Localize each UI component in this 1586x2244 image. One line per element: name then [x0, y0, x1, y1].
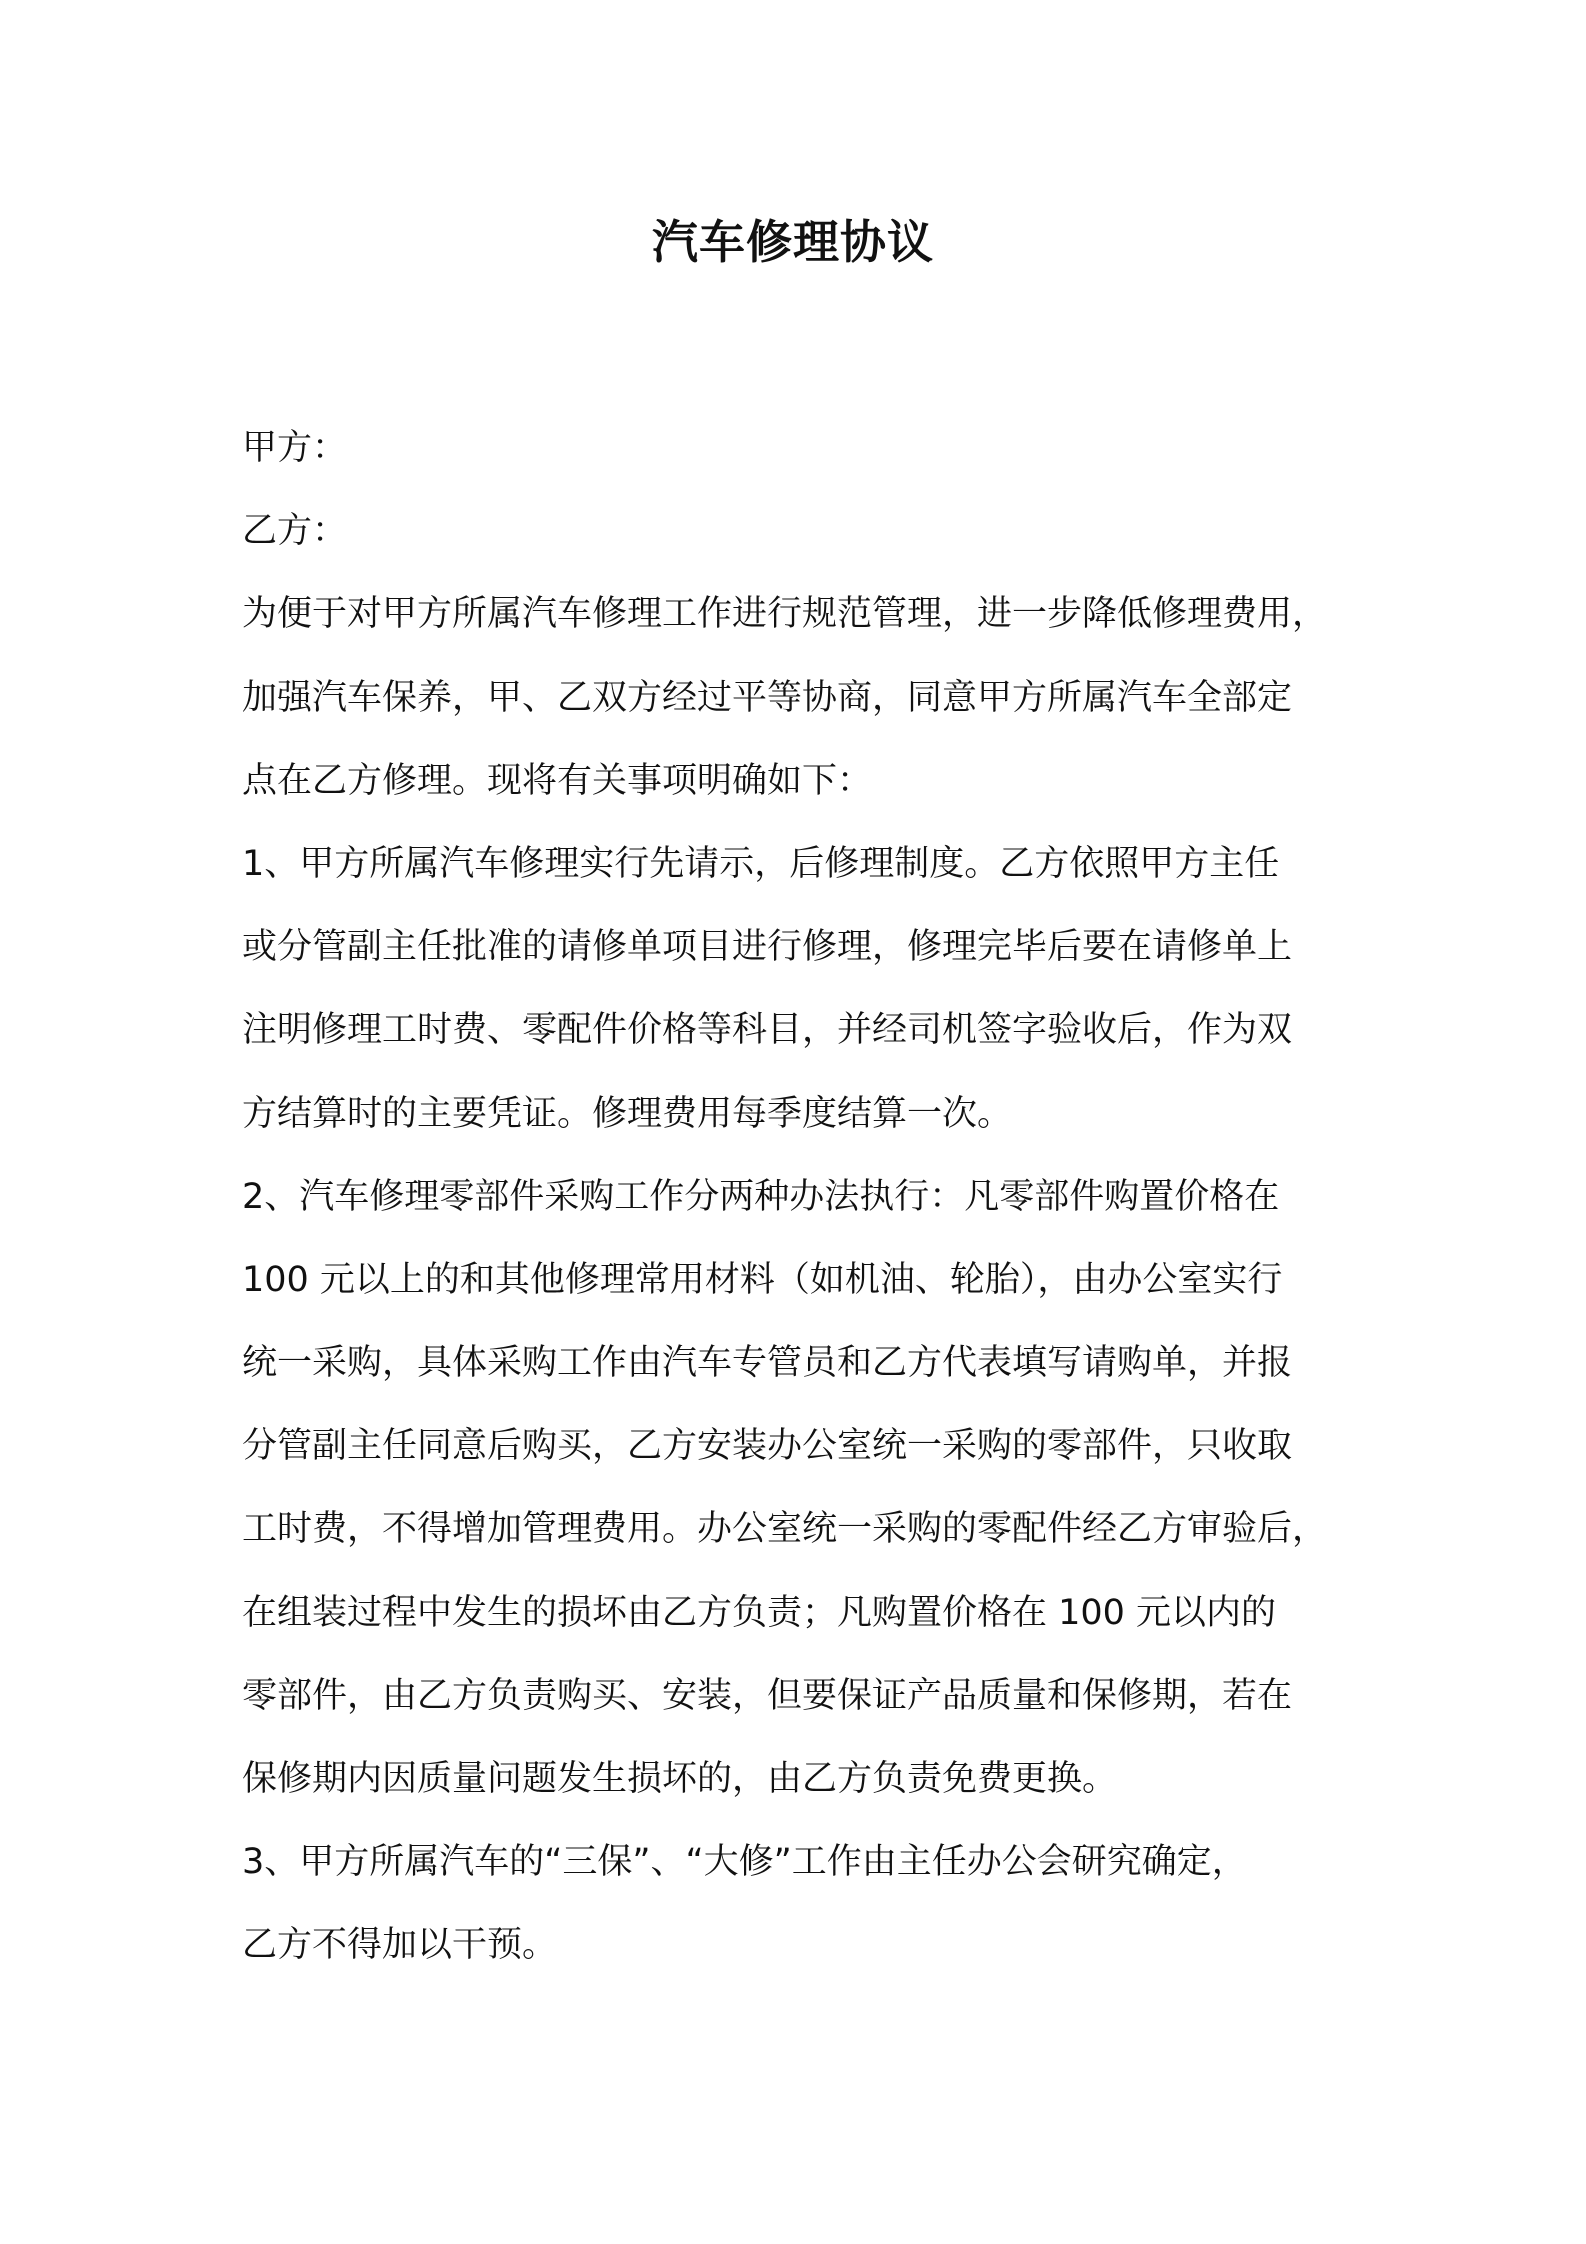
clause-1-line: 或分管副主任批准的请修单项目进行修理，修理完毕后要在请修单上: [242, 927, 1293, 968]
clause-1-line: 1、甲方所属汽车修理实行先请示，后修理制度。乙方依照甲方主任: [242, 843, 1280, 884]
clause-2-line: 2、汽车修理零部件采购工作分两种办法执行：凡零部件购置价格在: [242, 1176, 1280, 1217]
body-line: 加强汽车保养，甲、乙双方经过平等协商，同意甲方所属汽车全部定: [242, 677, 1293, 718]
clause-2-line: 100 元以上的和其他修理常用材料（如机油、轮胎），由办公室实行: [242, 1259, 1283, 1300]
document-body: [242, 407, 1362, 1988]
clause-2-line: 保修期内因质量问题发生损坏的，由乙方负责免费更换。: [242, 1759, 1118, 1799]
clause-1-line: 方结算时的主要凭证。修理费用每季度结算一次。: [242, 1093, 1013, 1134]
clause-2-line: 零部件，由乙方负责购买、安装，但要保证产品质量和保修期，若在: [242, 1675, 1293, 1716]
clause-2-line: 统一采购，具体采购工作由汽车专管员和乙方代表填写请购单，并报: [242, 1343, 1293, 1384]
body-line: 为便于对甲方所属汽车修理工作进行规范管理，进一步降低修理费用，: [242, 594, 1328, 635]
party-a-line: 甲方：: [242, 428, 348, 468]
clause-2-line: 分管副主任同意后购买，乙方安装办公室统一采购的零部件，只收取: [242, 1426, 1293, 1467]
clause-2-line: 在组装过程中发生的损坏由乙方负责；凡购置价格在 100 元以内的: [242, 1592, 1277, 1633]
document-title: 汽车修理协议: [652, 215, 934, 269]
party-b-line: 乙方：: [242, 511, 348, 552]
body-line: 点在乙方修理。现将有关事项明确如下：: [242, 760, 873, 801]
clause-2-line: 工时费，不得增加管理费用。办公室统一采购的零配件经乙方审验后，: [242, 1509, 1328, 1550]
clause-1-line: 注明修理工时费、零配件价格等科目，并经司机签字验收后，作为双: [242, 1010, 1293, 1051]
clause-3-line: 乙方不得加以干预。: [242, 1925, 558, 1966]
clause-3-line: 3、甲方所属汽车的“三保”、“大修”工作由主任办公会研究确定，: [242, 1842, 1247, 1883]
